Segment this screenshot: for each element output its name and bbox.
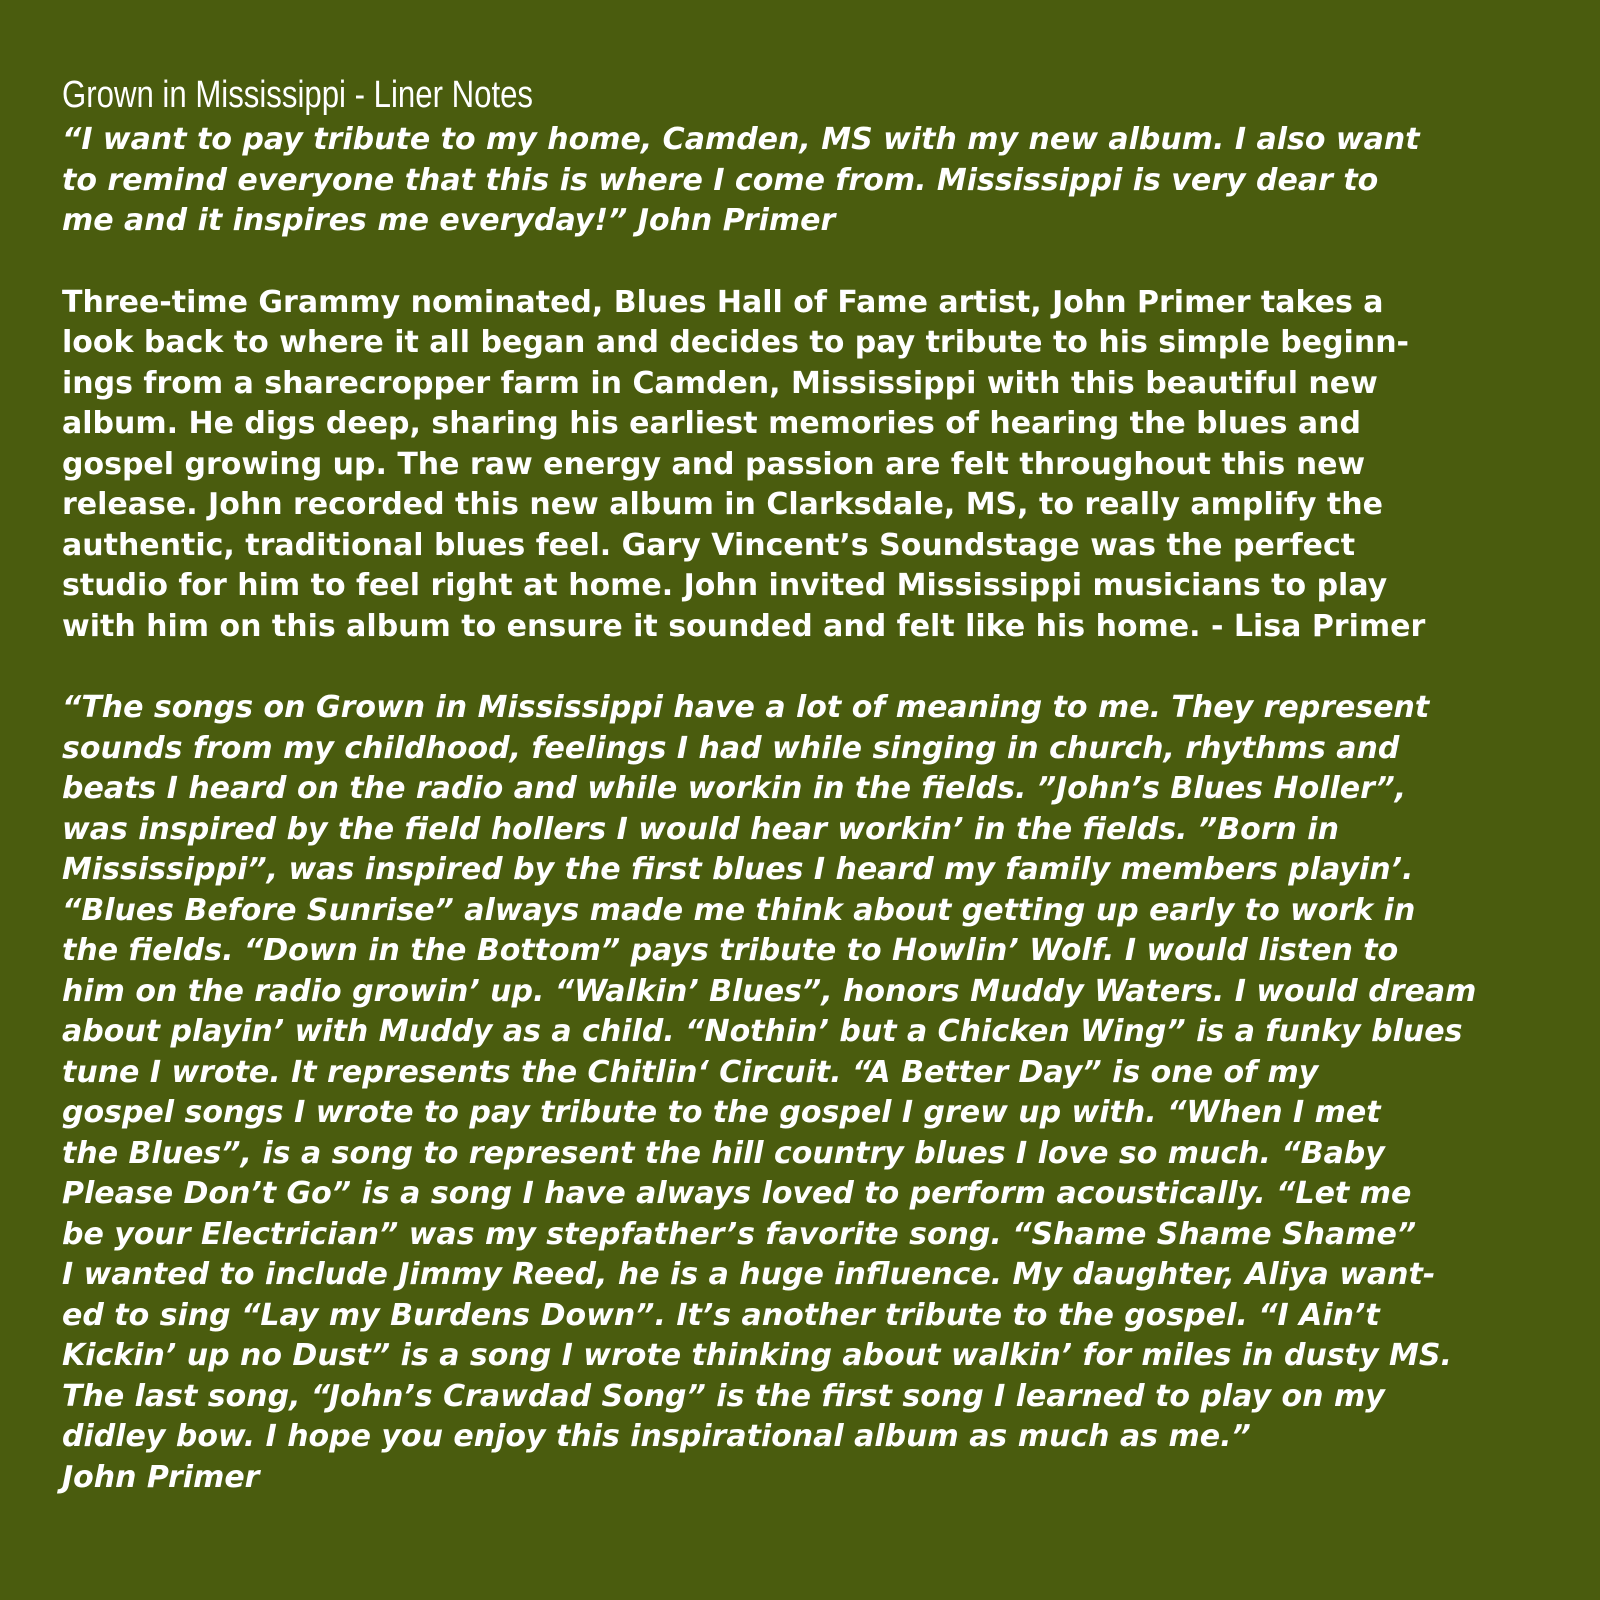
paragraph-spacer <box>62 647 1538 688</box>
bio-line: studio for him to feel right at home. John invited Mississippi musicians to play <box>62 568 1388 603</box>
bio-line: release. John recorded this new album in Clarksdale, MS, to really amplify the <box>62 487 1383 522</box>
quote-line: sounds from my childhood, feelings I had while singing in church, rhythms and <box>62 730 1400 766</box>
quote-line: Kickin’ up no Dust” is a song I wrote thinking about walkin’ for miles in dusty MS. <box>62 1338 1452 1373</box>
paragraph-spacer <box>62 242 1538 283</box>
biography-paragraph <box>62 283 1538 648</box>
artist-quote-intro <box>62 120 1538 242</box>
quote-line: me and it inspires me everyday!” John Primer <box>62 203 836 238</box>
bio-line: ings from a sharecropper farm in Camden, Mississippi with this beautiful new <box>62 365 1378 401</box>
quote-line: I wanted to include Jimmy Reed, he is a huge influence. My daughter, Aliya want- <box>62 1257 1436 1292</box>
quote-line: “Blues Before Sunrise” always made me think about getting up early to work in <box>62 892 1416 928</box>
quote-line: beats I heard on the radio and while workin in the fields. ”John’s Blues Holler”, <box>62 771 1407 806</box>
bio-line: authentic, traditional blues feel. Gary Vincent’s Soundstage was the perfect <box>62 527 1356 563</box>
bio-line: look back to where it all began and decides to pay tribute to his simple beginn- <box>62 325 1409 360</box>
page-title: Grown in Mississippi - Liner Notes <box>62 74 534 116</box>
quote-line: “The songs on Grown in Mississippi have a lot of meaning to me. They represent <box>62 690 1430 725</box>
quote-line: to remind everyone that this is where I come from. Mississippi is very dear to <box>62 162 1379 198</box>
quote-line: Please Don’t Go” is a song I have always loved to perform acoustically. “Let me <box>62 1176 1412 1211</box>
quote-line: was inspired by the field hollers I would hear workin’ in the fields. ”Born in <box>62 811 1339 847</box>
quote-line: tune I wrote. It represents the Chitlin‘ Circuit. “A Better Day” is one of my <box>62 1054 1319 1090</box>
quote-line: ed to sing “Lay my Burdens Down”. It’s another tribute to the gospel. “I Ain’t <box>62 1297 1380 1333</box>
bio-line: with him on this album to ensure it sounded and felt like his home. - Lisa Primer <box>62 608 1426 644</box>
bio-line: Three-time Grammy nominated, Blues Hall of Fame artist, John Primer takes a <box>62 284 1384 320</box>
quote-line: gospel songs I wrote to pay tribute to the gospel I grew up with. “When I met <box>62 1095 1381 1130</box>
bio-line: album. He digs deep, sharing his earliest memories of hearing the blues and <box>62 406 1362 441</box>
quote-line: The last song, “John’s Crawdad Song” is the first song I learned to play on my <box>62 1378 1385 1414</box>
quote-line: about playin’ with Muddy as a child. “Nothin’ but a Chicken Wing” is a funky blues <box>62 1014 1463 1049</box>
artist-quote-songs <box>62 688 1538 1498</box>
quote-line: didley bow. I hope you enjoy this inspirational album as much as me.” <box>62 1419 1251 1454</box>
quote-line: Mississippi”, was inspired by the first blues I heard my family members playin’. <box>62 852 1414 887</box>
bio-line: gospel growing up. The raw energy and passion are felt throughout this new <box>62 446 1366 482</box>
quote-line: him on the radio growin’ up. “Walkin’ Blues”, honors Muddy Waters. I would dream <box>62 973 1477 1009</box>
quote-line: be your Electrician” was my stepfather’s favorite song. “Shame Shame Shame” <box>62 1216 1417 1252</box>
quote-line: the fields. “Down in the Bottom” pays tribute to Howlin’ Wolf. I would listen to <box>62 933 1399 968</box>
quote-line: the Blues”, is a song to represent the hill country blues I love so much. “Baby <box>62 1135 1385 1171</box>
quote-attribution: John Primer <box>62 1459 260 1495</box>
quote-line: “I want to pay tribute to my home, Camden, MS with my new album. I also want <box>62 122 1420 157</box>
